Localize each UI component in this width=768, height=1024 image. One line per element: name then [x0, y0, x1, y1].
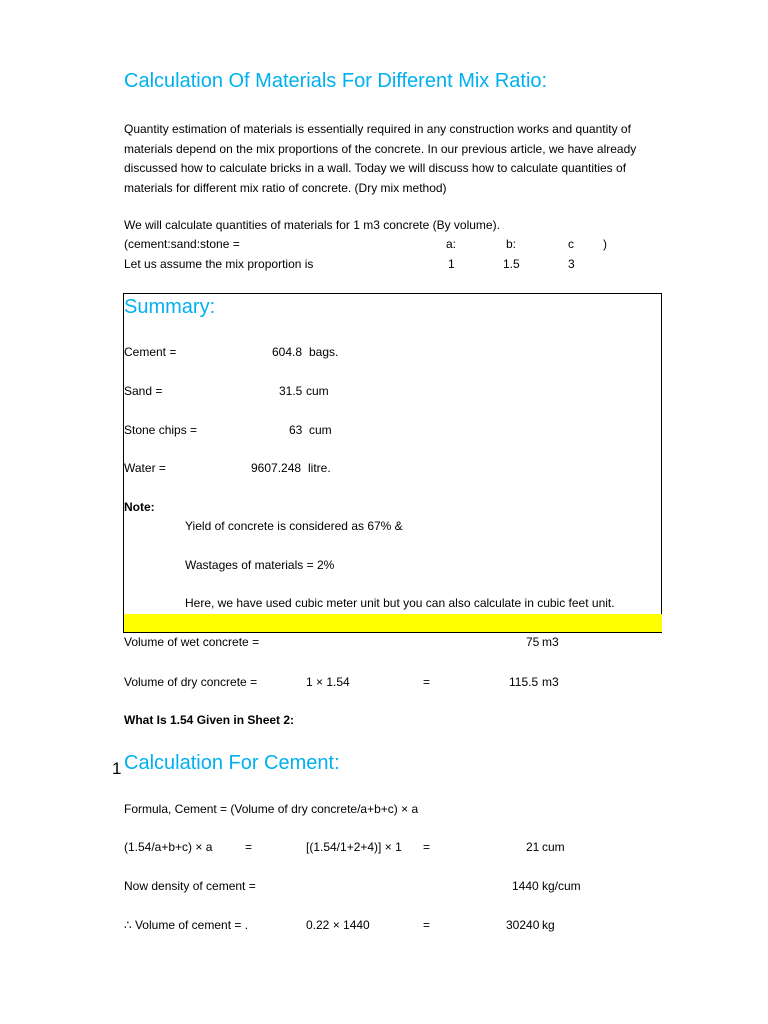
section-number: 1 [112, 759, 122, 778]
ratio-c-value: 3 [568, 257, 575, 271]
cement-row1-expr: [(1.54/1+2+4)] × 1 [306, 840, 402, 854]
intro-line: materials depend on the mix proportions of the concrete. In our previous article, we have already [124, 141, 637, 156]
ratio-b-label: b: [506, 237, 517, 251]
note-label: Note: [124, 500, 155, 514]
wet-concrete-value: 75 [526, 635, 540, 649]
yellow-highlight [124, 614, 662, 632]
summary-box [123, 293, 662, 633]
cement-row1-unit: cum [542, 840, 565, 854]
density-value: 1440 [512, 879, 539, 893]
note-unit: Here, we have used cubic meter unit but you can also calculate in cubic feet unit. [185, 596, 615, 610]
dry-concrete-value: 115.5 [509, 675, 539, 689]
wet-concrete-unit: m3 [542, 635, 559, 649]
ratio-a-value: 1 [448, 257, 455, 271]
wet-concrete-label: Volume of wet concrete = [124, 635, 260, 649]
calc-intro: We will calculate quantities of materials for 1 m3 concrete (By volume). [124, 218, 500, 232]
cement-row1-label: (1.54/a+b+c) × a [124, 840, 213, 854]
water-value: 9607.248 [251, 461, 302, 475]
note-yield: Yield of concrete is considered as 67% & [185, 519, 403, 533]
note-wastage: Wastages of materials = 2% [185, 558, 335, 572]
ratio-label: (cement:sand:stone = [124, 237, 240, 251]
cement-volume-eq: = [423, 918, 431, 932]
water-label: Water = [124, 461, 166, 475]
sand-value: 31.5 [279, 384, 303, 398]
sand-unit: cum [306, 384, 329, 398]
cement-row1-eq2: = [423, 840, 431, 854]
stone-label: Stone chips = [124, 423, 198, 437]
density-label: Now density of cement = [124, 879, 256, 893]
cement-label: Cement = [124, 345, 177, 359]
intro-line: materials for different mix ratio of concrete. (Dry mix method) [124, 180, 447, 195]
cement-volume-label: ∴ Volume of cement = . [124, 918, 249, 932]
cement-volume-expr: 0.22 × 1440 [306, 918, 370, 932]
density-unit: kg/cum [542, 879, 581, 893]
page-title: Calculation Of Materials For Different Mix Ratio: [124, 70, 548, 92]
ratio-close: ) [603, 237, 607, 251]
dry-concrete-eq: = [423, 675, 431, 689]
assume-label: Let us assume the mix proportion is [124, 257, 314, 271]
ratio-b-value: 1.5 [503, 257, 520, 271]
cement-section-heading: Calculation For Cement: [124, 752, 340, 774]
cement-formula: Formula, Cement = (Volume of dry concrete/a+b+c) × a [124, 802, 419, 816]
dry-concrete-label: Volume of dry concrete = [124, 675, 258, 689]
ratio-a-label: a: [446, 237, 457, 251]
cement-row1-value: 21 [526, 840, 540, 854]
what-is-note: What Is 1.54 Given in Sheet 2: [124, 713, 295, 727]
intro-line: Quantity estimation of materials is essentially required in any construction works and quantity of [124, 122, 631, 136]
ratio-c-label: c [568, 237, 574, 251]
intro-paragraph [124, 120, 664, 198]
cement-volume-unit: kg [542, 918, 555, 932]
intro-line: discussed how to calculate bricks in a wall. Today we will discuss how to calculate quantities of [124, 161, 627, 175]
stone-value: 63 [289, 423, 303, 437]
cement-value: 604.8 [272, 345, 303, 359]
summary-heading: Summary: [124, 296, 216, 318]
cement-row1-eq: = [245, 840, 253, 854]
cement-volume-value: 30240 [506, 918, 540, 932]
dry-concrete-expr: 1 × 1.54 [306, 675, 350, 689]
dry-concrete-unit: m3 [542, 675, 559, 689]
sand-label: Sand = [124, 384, 163, 398]
water-unit: litre. [308, 461, 331, 475]
cement-unit: bags. [309, 345, 339, 359]
stone-unit: cum [309, 423, 332, 437]
